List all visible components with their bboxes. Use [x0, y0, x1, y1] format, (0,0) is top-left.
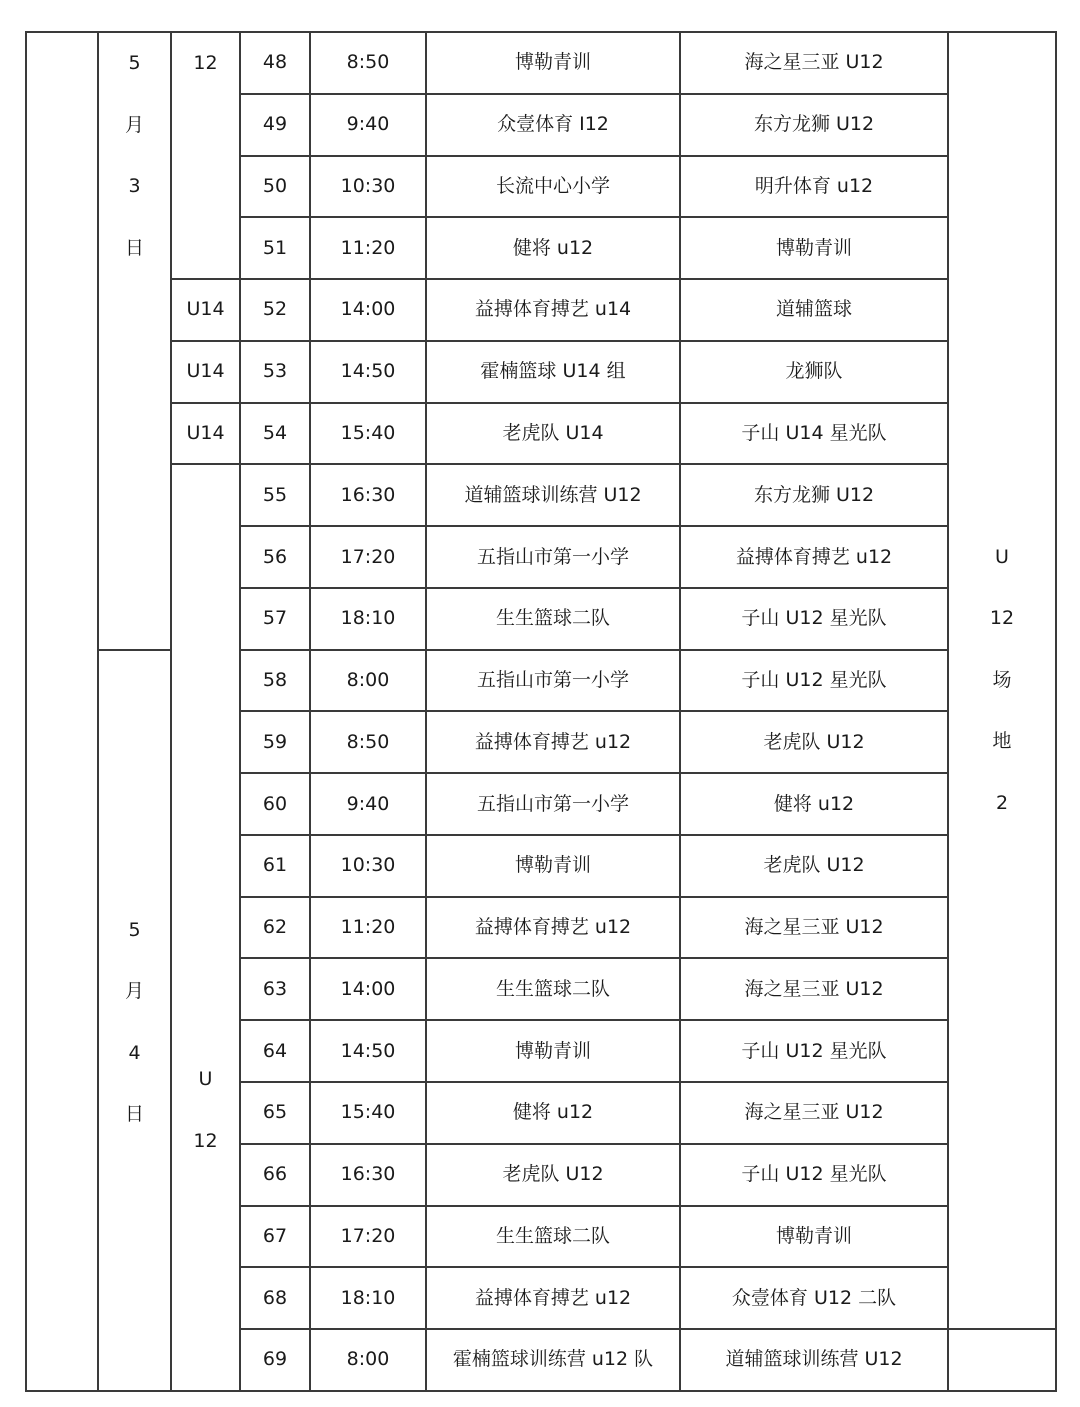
away-team: 益搏体育搏艺 u12 — [680, 526, 948, 588]
match-no: 59 — [240, 711, 310, 773]
match-time: 10:30 — [310, 156, 426, 218]
date-char: 3 — [128, 175, 141, 197]
date-char: 月 — [124, 980, 144, 1003]
home-team: 五指山市第一小学 — [426, 650, 680, 712]
match-time: 11:20 — [310, 897, 426, 959]
away-team: 子山 U14 星光队 — [680, 403, 948, 465]
match-no: 61 — [240, 835, 310, 897]
home-team: 博勒青训 — [426, 1020, 680, 1082]
away-team: 子山 U12 星光队 — [680, 1144, 948, 1206]
home-team: 众壹体育 I12 — [426, 94, 680, 156]
match-no: 64 — [240, 1020, 310, 1082]
venue-char: U — [995, 545, 1009, 568]
match-time: 9:40 — [310, 94, 426, 156]
match-time: 18:10 — [310, 1267, 426, 1329]
home-team: 霍楠篮球训练营 u12 队 — [426, 1329, 680, 1391]
away-team: 龙狮队 — [680, 341, 948, 403]
away-team: 海之星三亚 U12 — [680, 32, 948, 94]
venue-char: 2 — [995, 791, 1009, 814]
match-time: 14:00 — [310, 279, 426, 341]
date-char: 4 — [128, 1041, 141, 1064]
match-time: 10:30 — [310, 835, 426, 897]
venue-cell — [948, 32, 1056, 1329]
group-cell: U14 — [171, 403, 240, 465]
away-team: 博勒青训 — [680, 217, 948, 279]
match-no: 56 — [240, 526, 310, 588]
match-no: 54 — [240, 403, 310, 465]
match-no: 63 — [240, 958, 310, 1020]
match-no: 67 — [240, 1206, 310, 1268]
home-team: 益搏体育搏艺 u14 — [426, 279, 680, 341]
match-no: 48 — [240, 32, 310, 94]
home-team: 益搏体育搏艺 u12 — [426, 897, 680, 959]
date-char: 5 — [128, 52, 141, 74]
group-label: 12 — [193, 52, 218, 74]
match-no: 49 — [240, 94, 310, 156]
match-no: 51 — [240, 217, 310, 279]
home-team: 生生篮球二队 — [426, 588, 680, 650]
home-team: 益搏体育搏艺 u12 — [426, 711, 680, 773]
match-no: 50 — [240, 156, 310, 218]
match-no: 60 — [240, 773, 310, 835]
match-time: 8:00 — [310, 1329, 426, 1391]
away-team: 众壹体育 U12 二队 — [680, 1267, 948, 1329]
match-time: 8:50 — [310, 711, 426, 773]
match-no: 57 — [240, 588, 310, 650]
home-team: 博勒青训 — [426, 32, 680, 94]
home-team: 老虎队 U12 — [426, 1144, 680, 1206]
table-row — [26, 464, 1056, 526]
away-team: 博勒青训 — [680, 1206, 948, 1268]
home-team: 健将 u12 — [426, 1082, 680, 1144]
group-cell: U14 — [171, 341, 240, 403]
match-no: 53 — [240, 341, 310, 403]
match-time: 16:30 — [310, 464, 426, 526]
home-team: 五指山市第一小学 — [426, 526, 680, 588]
home-team: 老虎队 U14 — [426, 403, 680, 465]
home-team: 健将 u12 — [426, 217, 680, 279]
away-team: 老虎队 U12 — [680, 835, 948, 897]
match-time: 18:10 — [310, 588, 426, 650]
home-team: 博勒青训 — [426, 835, 680, 897]
date-char: 5 — [128, 918, 141, 941]
match-time: 17:20 — [310, 526, 426, 588]
venue-cell-empty — [948, 1329, 1056, 1391]
home-team: 长流中心小学 — [426, 156, 680, 218]
match-no: 52 — [240, 279, 310, 341]
group-cell — [171, 32, 240, 279]
home-team: 生生篮球二队 — [426, 958, 680, 1020]
table-row — [26, 279, 1056, 341]
match-schedule-table — [25, 31, 1057, 1392]
match-time: 16:30 — [310, 1144, 426, 1206]
match-no: 55 — [240, 464, 310, 526]
venue-char: 场 — [992, 668, 1012, 691]
match-no: 68 — [240, 1267, 310, 1329]
table-row — [26, 32, 1056, 94]
date-cell-may-3 — [98, 32, 171, 650]
away-team: 子山 U12 星光队 — [680, 650, 948, 712]
date-cell-may-4 — [98, 650, 171, 1391]
match-no: 69 — [240, 1329, 310, 1391]
match-time: 8:50 — [310, 32, 426, 94]
away-team: 道辅篮球训练营 U12 — [680, 1329, 948, 1391]
match-time: 17:20 — [310, 1206, 426, 1268]
match-time: 14:50 — [310, 341, 426, 403]
venue-char: 12 — [989, 607, 1015, 630]
match-time: 15:40 — [310, 1082, 426, 1144]
venue-char: 地 — [992, 730, 1012, 753]
away-team: 海之星三亚 U12 — [680, 958, 948, 1020]
date-char: 月 — [124, 113, 144, 136]
group-cell-u12 — [171, 464, 240, 1390]
match-time: 14:50 — [310, 1020, 426, 1082]
date-char: 日 — [124, 236, 144, 259]
home-team: 霍楠篮球 U14 组 — [426, 341, 680, 403]
match-no: 65 — [240, 1082, 310, 1144]
away-team: 子山 U12 星光队 — [680, 1020, 948, 1082]
match-no: 66 — [240, 1144, 310, 1206]
home-team: 生生篮球二队 — [426, 1206, 680, 1268]
date-char: 日 — [124, 1103, 144, 1126]
away-team: 海之星三亚 U12 — [680, 1082, 948, 1144]
away-team: 道辅篮球 — [680, 279, 948, 341]
away-team: 健将 u12 — [680, 773, 948, 835]
match-time: 8:00 — [310, 650, 426, 712]
away-team: 东方龙狮 U12 — [680, 94, 948, 156]
match-time: 9:40 — [310, 773, 426, 835]
left-margin-cell — [26, 32, 98, 1391]
match-time: 11:20 — [310, 217, 426, 279]
away-team: 子山 U12 星光队 — [680, 588, 948, 650]
match-no: 62 — [240, 897, 310, 959]
home-team: 益搏体育搏艺 u12 — [426, 1267, 680, 1329]
match-time: 15:40 — [310, 403, 426, 465]
group-label: U — [198, 1068, 213, 1091]
home-team: 五指山市第一小学 — [426, 773, 680, 835]
home-team: 道辅篮球训练营 U12 — [426, 464, 680, 526]
away-team: 老虎队 U12 — [680, 711, 948, 773]
match-no: 58 — [240, 650, 310, 712]
table-row — [26, 341, 1056, 403]
away-team: 东方龙狮 U12 — [680, 464, 948, 526]
away-team: 明升体育 u12 — [680, 156, 948, 218]
group-label: 12 — [193, 1129, 218, 1152]
table-row — [26, 403, 1056, 465]
away-team: 海之星三亚 U12 — [680, 897, 948, 959]
match-time: 14:00 — [310, 958, 426, 1020]
group-cell: U14 — [171, 279, 240, 341]
